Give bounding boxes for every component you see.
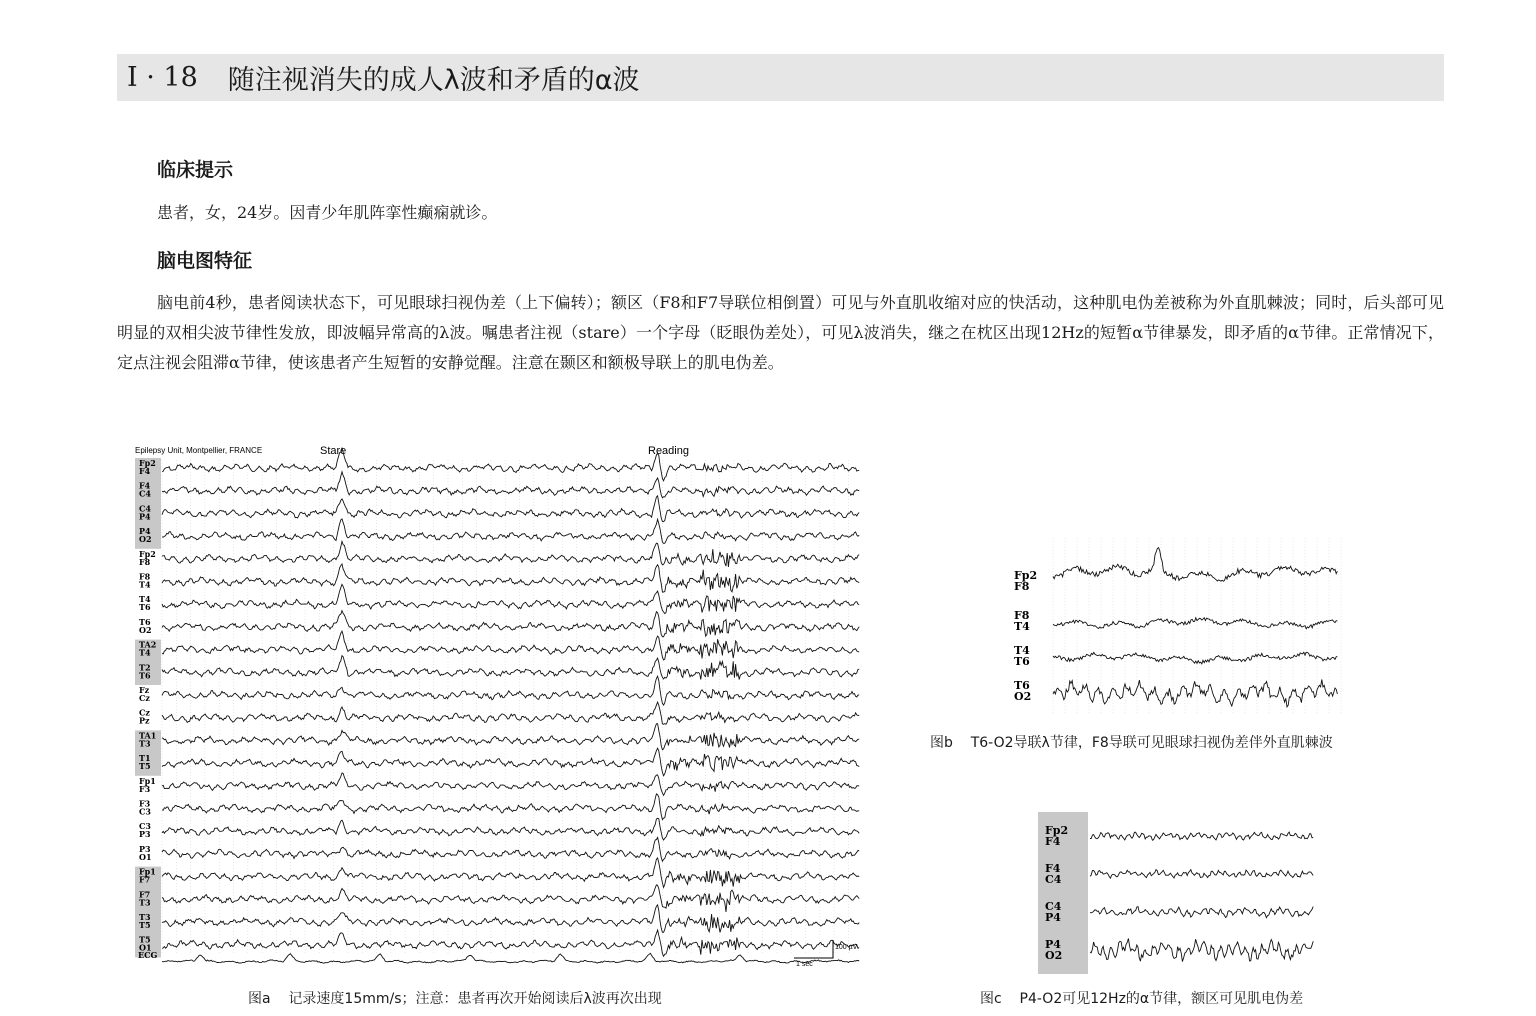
figure-a-channel-label: Fp1 F7 [139, 866, 156, 885]
figure-a-trace [162, 858, 859, 888]
figure-b-trace [1053, 680, 1337, 707]
figure-b-caption [930, 732, 1333, 752]
figure-a-trace [162, 930, 859, 956]
figure-a-trace [162, 794, 859, 820]
figure-a-trace [162, 702, 859, 724]
figure-b-caption-text: T6-O2导联λ节律，F8导联可见眼球扫视伪差伴外直肌棘波 [970, 735, 1333, 751]
figure-c-caption [980, 988, 1303, 1008]
figure-a-reading-marker: Reading [648, 445, 689, 457]
figure-a-channel-label: T4 T6 [139, 594, 151, 613]
figure-a-channel-label: T5 O1 [139, 934, 152, 953]
figure-a-channel-label: T3 T5 [139, 912, 151, 930]
figure-c-trace [1090, 907, 1313, 918]
figure-a-trace [162, 496, 859, 522]
figure-a-channel-label: P4 O2 [139, 526, 152, 545]
figure-c-channel-label: P4 O2 [1045, 938, 1063, 962]
figure-a-trace [162, 748, 859, 776]
figure-a-caption [248, 988, 662, 1008]
figure-a-channel-label: Fp2 F4 [139, 458, 156, 476]
figure-a-channel-label: TA2 T4 [139, 639, 157, 658]
figure-b-caption-label: 图b [930, 735, 953, 751]
figure-a-ecg-label: ECG [138, 950, 158, 960]
figure-a-trace [162, 818, 859, 840]
figure-c-trace [1090, 870, 1313, 879]
figure-c-caption-text: P4-O2可见12Hz的α节律，额区可见肌电伪差 [1019, 991, 1304, 1007]
figure-a-trace [162, 519, 859, 544]
figure-a-channel-label: F8 T4 [139, 571, 151, 590]
figure-a-channel-label: Fp2 F8 [139, 548, 156, 567]
figure-a-trace [162, 676, 859, 705]
figure-a-channel-label: T2 T6 [139, 662, 151, 681]
figure-a-stare-marker: Stare [320, 445, 347, 457]
figure-a-trace [162, 472, 859, 498]
eeg-heading: 脑电图特征 [157, 250, 253, 272]
figure-a-channel-label: Fp1 F3 [139, 775, 156, 794]
figure-a-trace [162, 773, 859, 795]
figure-a-caption-label: 图a [248, 991, 271, 1007]
figure-a-ecg-trace [162, 953, 859, 963]
figure-b-trace [1053, 548, 1337, 582]
figure-a-trace [162, 838, 859, 862]
eeg-paragraph: 脑电前4秒，患者阅读状态下，可见眼球扫视伪差（上下偏转）；额区（F8和F7导联位相倒置）可见与外直肌收缩对应的快活动，这种肌电伪差被称为外直肌棘波；同时，后头部可见明显的双相尖波节律性发放，即波幅异常高的λ波。嘱患者注视（stare）一个字母（眨眼伪差处），可见λ波消失，继之在枕区出现12Hz的短暂α节律暴发，即矛盾的α节律。正常情况下，定点注视会阻滞α节律，使该患者产生短暂的安静觉醒。注意在颞区和额极导联上的肌电伪差。 [117, 293, 1444, 372]
figure-a-trace [162, 584, 859, 613]
figure-a-trace [162, 656, 859, 680]
figure-a-channel-label: P3 O1 [139, 843, 152, 862]
figure-a-trace [162, 564, 859, 592]
figure-a-channel-label: T1 T5 [139, 753, 151, 772]
figure-a-trace [162, 905, 859, 933]
figure-a-channel-label: Cz Pz [139, 707, 150, 726]
figure-a-eeg-tracing [130, 440, 865, 975]
figure-a-trace [162, 631, 859, 660]
figure-b-channel-label: F8 T4 [1014, 609, 1030, 633]
figure-a-caption-text: 记录速度15mm/s；注意：患者再次开始阅读后λ波再次出现 [288, 991, 662, 1007]
figure-a-trace [162, 885, 859, 912]
figure-a-channel-label: C3 P3 [139, 821, 151, 840]
figure-b-trace [1053, 652, 1337, 664]
figure-b-trace [1053, 618, 1337, 629]
figure-a-scale-amplitude: 100 µV [835, 944, 858, 951]
figure-a-source: Epilepsy Unit, Montpellier, FRANCE [135, 446, 263, 455]
figure-c-channel-label: F4 C4 [1045, 862, 1062, 886]
figure-a-channel-label: Fz Cz [139, 685, 150, 703]
figure-c-channel-label: Fp2 F4 [1045, 824, 1069, 848]
figure-a-channel-label: F7 T3 [139, 889, 151, 908]
figure-a-trace [162, 541, 859, 567]
chapter-title-bar [117, 54, 1444, 101]
figure-a-channel-label: T6 O2 [139, 616, 152, 635]
chapter-title: 随注视消失的成人λ波和矛盾的α波 [227, 65, 640, 96]
figure-b-channel-label: T4 T6 [1014, 644, 1030, 668]
figure-b-eeg-tracing [1008, 528, 1343, 718]
clinical-text: 患者，女，24岁。因青少年肌阵挛性癫痫就诊。 [157, 203, 498, 222]
figure-c-eeg-tracing [1038, 812, 1318, 974]
figure-a-trace [162, 611, 859, 637]
figure-b-channel-label: T6 O2 [1014, 679, 1032, 703]
figure-c-caption-label: 图c [980, 991, 1002, 1007]
figure-a-channel-label: TA1 T3 [139, 730, 157, 749]
figure-a-channel-label: C4 P4 [139, 503, 151, 522]
figure-a-trace [162, 724, 859, 750]
clinical-heading: 临床提示 [157, 159, 234, 181]
figure-a-channel-label: F4 C4 [139, 480, 151, 499]
figure-a-channel-label: F3 C3 [139, 798, 151, 817]
figure-a-trace [162, 448, 859, 481]
chapter-number: I · 18 [127, 62, 198, 93]
figure-c-channel-label: C4 P4 [1045, 900, 1062, 924]
figure-c-trace [1090, 939, 1313, 962]
figure-c-trace [1090, 832, 1313, 840]
figure-b-channel-label: Fp2 F8 [1014, 569, 1038, 593]
figure-a-scale-time: 1 sec [796, 961, 813, 968]
